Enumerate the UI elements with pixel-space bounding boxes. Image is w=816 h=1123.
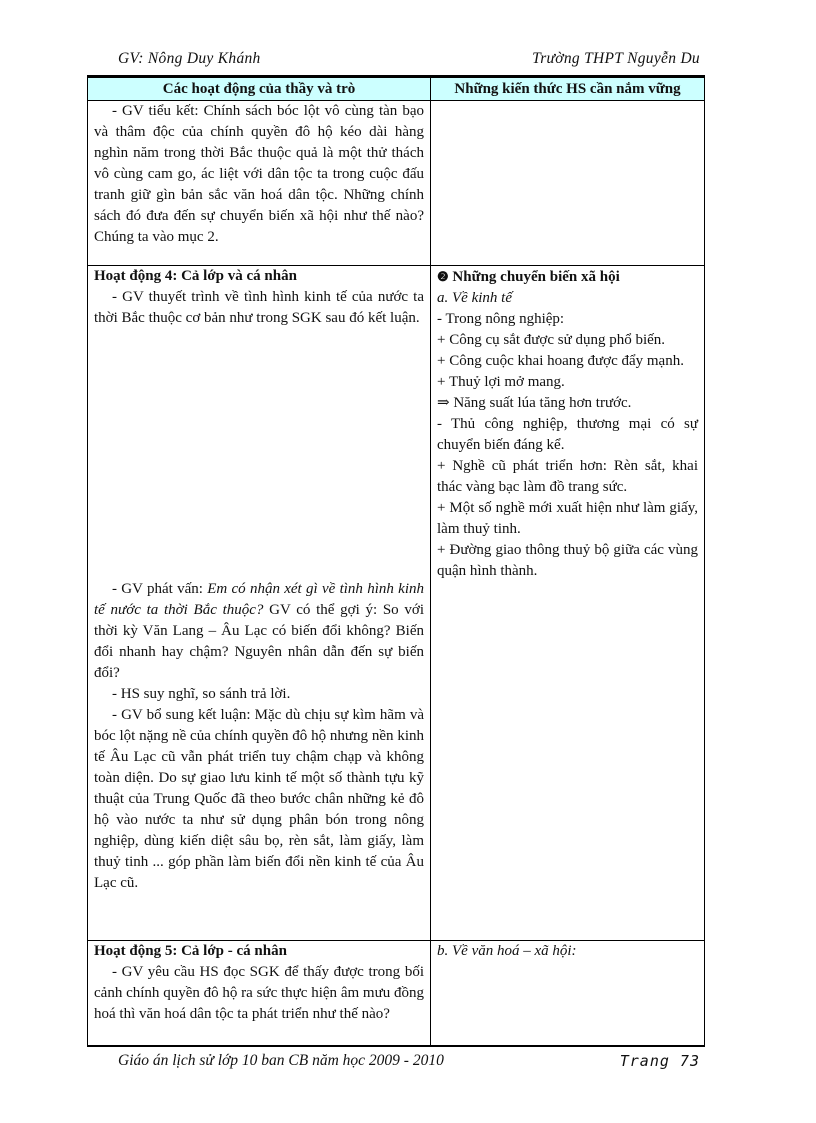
section-2-label: Những chuyển biến xã hội (452, 269, 620, 285)
list-item: + Nghề cũ phát triển hơn: Rèn sắt, khai thác vàng bạc làm đồ trang sức. (437, 458, 698, 495)
question-hint: GV có thể gợi ý: So với thời kỳ Văn Lang – Âu Lạc có biến đổi không? Biến đổi nhanh hay chậm? Nguyên nhân dẫn đến sự biến đổi? (94, 602, 424, 681)
activity-4-lecture: - GV thuyết trình về tình hình kinh tế của nước ta thời Bắc thuộc cơ bản như trong SGK sau đó kết luận. (94, 289, 424, 326)
row3-activities (88, 941, 431, 1046)
school-name: Trường THPT Nguyễn Du (532, 50, 700, 67)
economy-subtitle: a. Về kinh tế (437, 290, 512, 306)
question-prefix: - GV phát vấn: (112, 581, 208, 597)
culture-subtitle: b. Về văn hoá – xã hội: (437, 943, 577, 959)
activity-5-task: - GV yêu cầu HS đọc SGK để thấy được trong bối cảnh chính quyền đô hộ ra sức thực hiện âm mưu đồng hoá thì văn hoá dân tộc ta phát triển như thế nào? (94, 964, 424, 1022)
page-header (118, 50, 700, 74)
student-answer: - HS suy nghĩ, so sánh trả lời. (112, 686, 291, 702)
number-2-icon: ❷ (437, 269, 449, 284)
page-number: Trang 73 (619, 1052, 700, 1070)
table-header-row (88, 78, 705, 101)
teacher-name: GV: Nông Duy Khánh (118, 50, 261, 67)
footer-divider (87, 1045, 705, 1047)
list-item: + Công cuộc khai hoang được đẩy mạnh. (437, 353, 684, 369)
question-italic: Em có nhận xét gì về tình hình kinh tế nước ta thời Bắc thuộc? (94, 581, 424, 618)
page-footer (118, 1052, 700, 1076)
footer-course: Giáo án lịch sử lớp 10 ban CB năm học 2009 - 2010 (118, 1052, 444, 1069)
table-row (88, 266, 705, 941)
section-2-title (437, 266, 698, 288)
teacher-conclusion: - GV bổ sung kết luận: Mặc dù chịu sự kìm hãm và bóc lột nặng nề của chính quyền đô hộ nhưng nền kinh tế Âu Lạc cũ vẫn phát triển tuy chậm chạp và không toàn diện. Do sự giao lưu kinh tế một số thành tựu kỹ thuật của Trung Quốc đã theo bước chân những kẻ đô hộ vào nước ta như sử dụng phân bón trong nông nghiệp, dùng kiến diệt sâu bọ, rèn sắt, làm giấy, làm thuỷ tinh ... góp phần làm biến đổi nền kinh tế của Âu Lạc cũ. (94, 707, 424, 891)
list-item: + Công cụ sắt được sử dụng phổ biến. (437, 332, 666, 348)
list-item: + Thuỷ lợi mở mang. (437, 374, 565, 390)
col-knowledge-header: Những kiến thức HS cần nắm vững (431, 78, 705, 101)
activity-5-title: Hoạt động 5: Cả lớp - cá nhân (94, 943, 287, 959)
row3-knowledge (431, 941, 705, 1046)
list-item: - Trong nông nghiệp: (437, 311, 565, 327)
list-item: + Đường giao thông thuỷ bộ giữa các vùng quận hình thành. (437, 542, 698, 579)
row2-activities (88, 266, 431, 941)
row2-knowledge (431, 266, 705, 941)
activity-4-question (94, 579, 424, 684)
list-item: ⇒ Năng suất lúa tăng hơn trước. (437, 395, 632, 411)
table-row (88, 941, 705, 1046)
teacher-summary: - GV tiểu kết: Chính sách bóc lột vô cùng tàn bạo và thâm độc của chính quyền đô hộ kéo dài hàng nghìn năm trong thời Bắc thuộc quả là một thử thách vô cùng cam go, ác liệt với dân tộc ta trong cuộc đấu tranh giữ gìn bản sắc văn hoá dân tộc. Những chính sách đó đưa đến sự chuyển biến xã hội như thế nào? Chúng ta vào mục 2. (94, 103, 424, 245)
row1-knowledge (431, 101, 705, 266)
activity-4-title: Hoạt động 4: Cả lớp và cá nhân (94, 268, 297, 284)
table-row (88, 101, 705, 266)
lesson-table (87, 77, 705, 1046)
row1-activities (88, 101, 431, 266)
col-activities-header: Các hoạt động của thầy và trò (88, 78, 431, 101)
list-item: + Một số nghề mới xuất hiện như làm giấy, làm thuỷ tinh. (437, 500, 698, 537)
spacer (94, 329, 424, 579)
list-item: - Thủ công nghiệp, thương mại có sự chuyển biến đáng kể. (437, 416, 698, 453)
